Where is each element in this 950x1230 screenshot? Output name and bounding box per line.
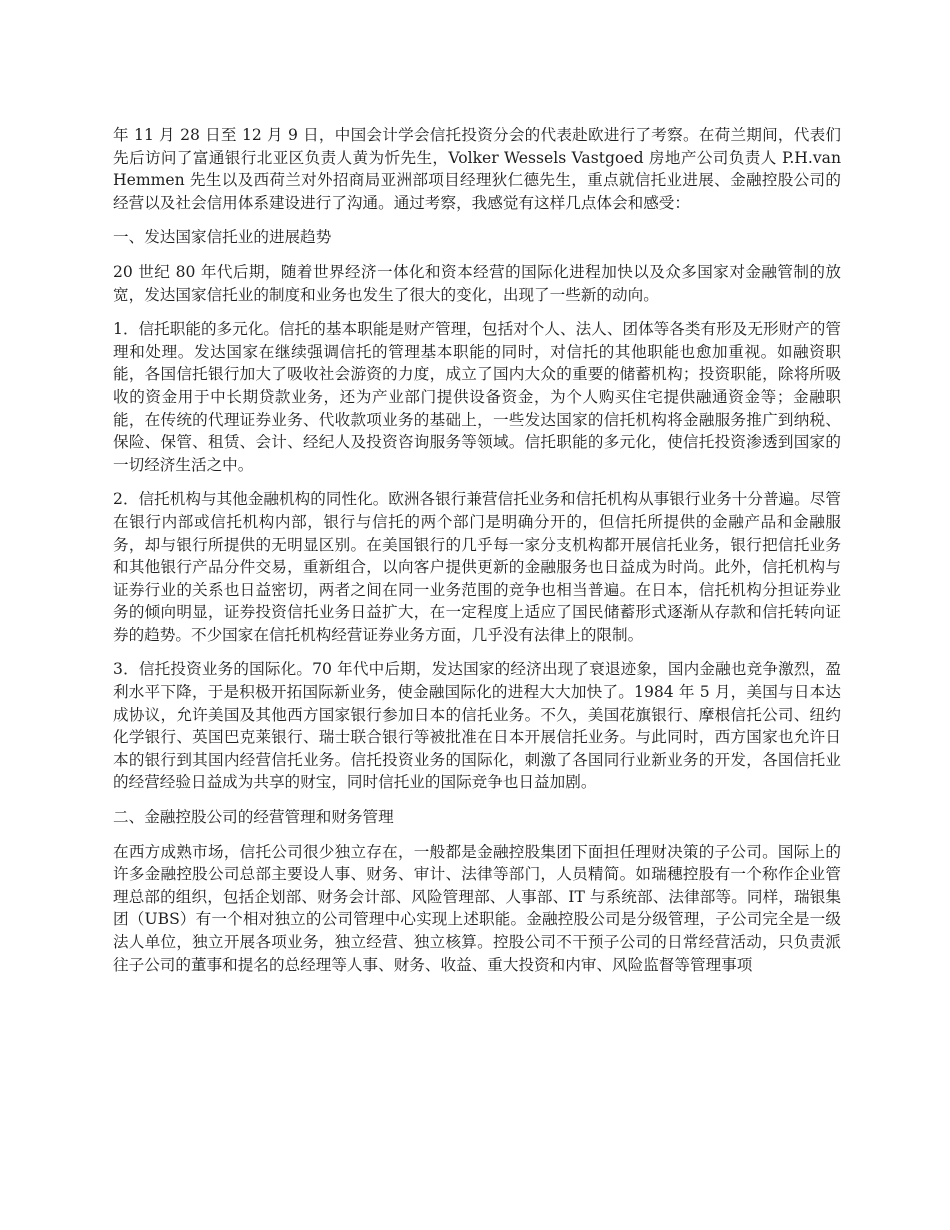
point-3-paragraph: 3．信托投资业务的国际化。70 年代中后期，发达国家的经济出现了衰退迹象，国内金融也竞争激烈，盈利水平下降，于是积极开拓国际新业务，使金融国际化的进程大大加快了。1984 年 5 月，美国与日本达成协议，允许美国及其他西方国家银行参加日本的信托业务。不久，美国花旗银行、摩根信托公司、纽约化学银行、英国巴克莱银行、瑞士联合银行等被批准在日本开展信托业务。与此同时，西方国家也允许日本的银行到其国内经营信托业务。信托投资业务的国际化，刺激了各国同行业新业务的开发，各国信托业的经营经验日益成为共享的财宝，同时信托业的国际竞争也日益加剧。 — [113, 660, 841, 792]
section-heading-1: 一、发达国家信托业的进展趋势 — [113, 228, 332, 247]
section-1-intro-paragraph: 20 世纪 80 年代后期，随着世界经济一体化和资本经营的国际化进程加快以及众多国家对金融管制的放宽，发达国家信托业的制度和业务也发生了很大的变化，出现了一些新的动向。 — [113, 262, 841, 304]
point-1-paragraph: 1．信托职能的多元化。信托的基本职能是财产管理，包括对个人、法人、团体等各类有形及无形财产的管理和处理。发达国家在继续强调信托的管理基本职能的同时，对信托的其他职能也愈加重视。如融资职能，各国信托银行加大了吸收社会游资的力度，成立了国内大众的重要的储蓄机构；投资职能，除将所吸收的资金用于中长期贷款业务，还为产业部门提供设备资金，为个人购买住宅提供融通资金等；金融职能，在传统的代理证券业务、代收款项业务的基础上，一些发达国家的信托机构将金融服务推广到纳税、保险、保管、租赁、会计、经纪人及投资咨询服务等领域。信托职能的多元化，使信托投资渗透到国家的一切经济生活之中。 — [113, 320, 841, 474]
section-2-paragraph: 在西方成熟市场，信托公司很少独立存在，一般都是金融控股集团下面担任理财决策的子公司。国际上的许多金融控股公司总部主要设人事、财务、审计、法律等部门，人员精简。如瑞穗控股有一个称作企业管理总部的组织，包括企划部、财务会计部、风险管理部、人事部、IT 与系统部、法律部等。同样，瑞银集团（UBS）有一个相对独立的公司管理中心实现上述职能。金融控股公司是分级管理，子公司完全是一级法人单位，独立开展各项业务，独立经营、独立核算。控股公司不干预子公司的日常经营活动，只负责派往子公司的董事和提名的总经理等人事、财务、收益、重大投资和内审、风险监督等管理事项 — [113, 842, 841, 974]
intro-paragraph: 年 11 月 28 日至 12 月 9 日，中国会计学会信托投资分会的代表赴欧进行了考察。在荷兰期间，代表们先后访问了富通银行北亚区负责人黄为忻先生，Volker Wessels Vastgoed 房地产公司负责人 P.H.van Hemmen 先生以及西荷兰对外招商局亚洲部项目经理狄仁德先生，重点就信托业进展、金融控股公司的经营以及社会信用体系建设进行了沟通。通过考察，我感觉有这样几点体会和感受： — [113, 126, 841, 212]
document-body — [113, 124, 841, 988]
point-2-paragraph: 2．信托机构与其他金融机构的同性化。欧洲各银行兼营信托业务和信托机构从事银行业务十分普遍。尽管在银行内部或信托机构内部，银行与信托的两个部门是明确分开的，但信托所提供的金融产品和金融服务，却与银行所提供的无明显区别。在美国银行的几乎每一家分支机构都开展信托业务，银行把信托业务和其他银行产品分件交易，重新组合，以向客户提供更新的金融服务也日益成为时尚。此外，信托机构与证券行业的关系也日益密切，两者之间在同一业务范围的竞争也相当普遍。在日本，信托机构分担证券业务的倾向明显，证券投资信托业务日益扩大，在一定程度上适应了国民储蓄形式逐渐从存款和信托转向证券的趋势。不少国家在信托机构经营证券业务方面，几乎没有法律上的限制。 — [113, 490, 841, 644]
section-heading-2: 二、金融控股公司的经营管理和财务管理 — [113, 808, 394, 827]
